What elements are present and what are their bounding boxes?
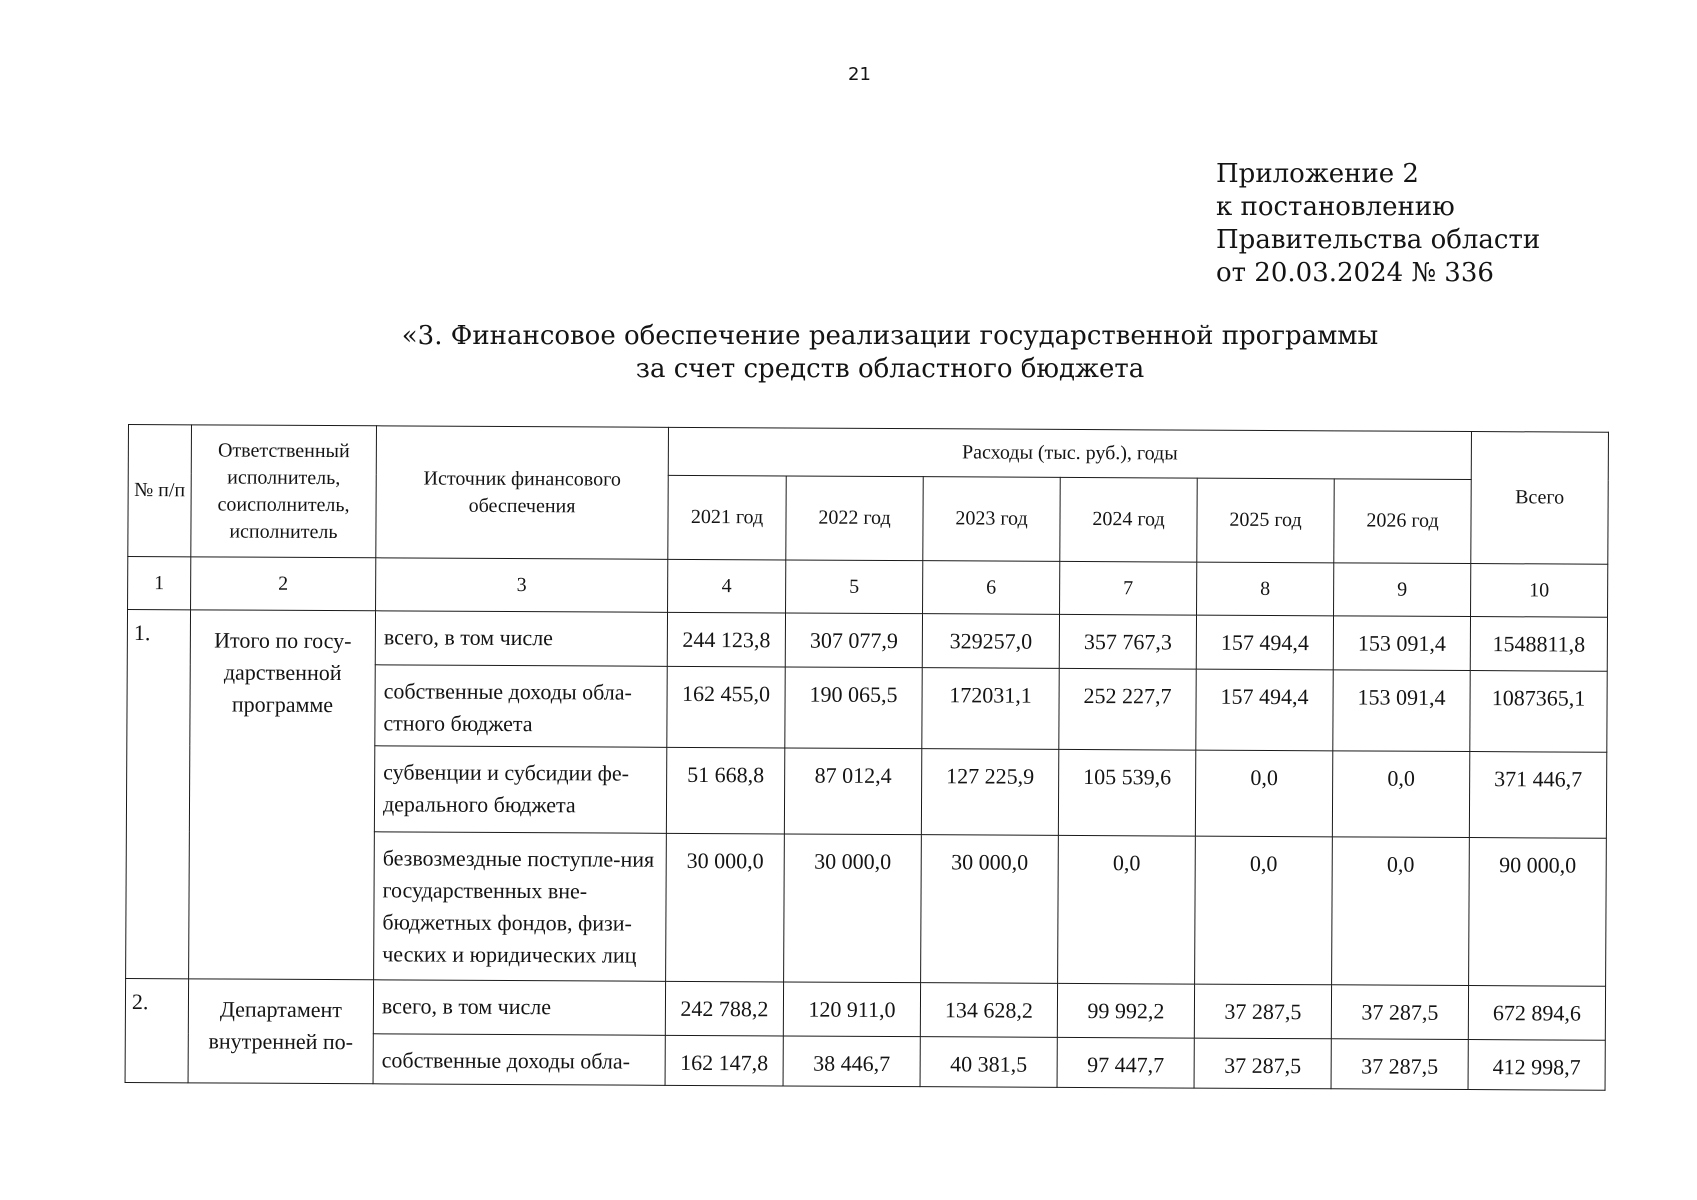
column-number: 10 — [1471, 564, 1608, 618]
header-source: Источник финансового обеспечения — [376, 426, 669, 560]
value-cell: 252 227,7 — [1059, 668, 1196, 750]
header-total: Всего — [1471, 432, 1609, 565]
column-number: 8 — [1197, 562, 1334, 616]
value-cell: 30 000,0 — [921, 835, 1059, 984]
column-number: 2 — [191, 557, 376, 611]
value-cell: 0,0 — [1332, 837, 1470, 986]
value-cell: 162 455,0 — [667, 666, 785, 748]
section-heading — [380, 320, 1400, 386]
column-number: 9 — [1334, 563, 1471, 617]
source-cell: собственные доходы обла-стного бюджета — [375, 665, 667, 748]
appendix-line: Приложение 2 — [1216, 159, 1419, 189]
executor-cell: Итого по госу-дарственной программе — [189, 610, 376, 980]
value-cell: 0,0 — [1332, 751, 1469, 838]
source-cell: всего, в том числе — [375, 611, 667, 667]
appendix-line: Правительства области — [1216, 225, 1541, 255]
value-cell: 307 077,9 — [785, 613, 922, 668]
header-executor: Ответственный исполнитель, соисполнитель, исполнитель — [191, 425, 377, 558]
value-cell: 30 000,0 — [666, 833, 785, 982]
appendix-block — [1216, 158, 1540, 290]
value-cell: 0,0 — [1058, 835, 1196, 984]
value-cell: 51 668,8 — [666, 747, 784, 834]
value-cell: 153 091,4 — [1333, 670, 1470, 752]
header-year: 2021 год — [668, 475, 786, 560]
appendix-line: от 20.03.2024 № 336 — [1216, 258, 1494, 288]
value-cell: 190 065,5 — [785, 667, 922, 749]
value-cell: 157 494,4 — [1196, 615, 1333, 670]
value-cell: 172031,1 — [922, 668, 1059, 750]
row-index: 2. — [125, 978, 189, 1082]
value-cell: 38 446,7 — [783, 1036, 920, 1087]
heading-line: «3. Финансовое обеспечение реализации государственной программы — [401, 321, 1379, 351]
column-number: 5 — [786, 560, 923, 614]
value-cell: 127 225,9 — [921, 749, 1058, 836]
value-cell: 99 992,2 — [1057, 983, 1194, 1038]
value-cell: 357 767,3 — [1059, 614, 1196, 669]
appendix-line: к постановлению — [1216, 192, 1455, 222]
value-cell: 244 123,8 — [667, 612, 785, 667]
total-cell: 1087365,1 — [1470, 671, 1607, 753]
value-cell: 134 628,2 — [920, 983, 1057, 1038]
value-cell: 153 091,4 — [1333, 616, 1470, 671]
value-cell: 105 539,6 — [1058, 749, 1195, 836]
value-cell: 157 494,4 — [1196, 669, 1333, 751]
value-cell: 37 287,5 — [1331, 985, 1468, 1040]
value-cell: 120 911,0 — [783, 982, 920, 1037]
source-cell: субвенции и субсидии фе-дерального бюджета — [374, 746, 666, 834]
column-number: 1 — [128, 557, 191, 610]
total-cell: 672 894,6 — [1468, 986, 1605, 1041]
total-cell: 90 000,0 — [1469, 838, 1607, 987]
source-cell: собственные доходы обла- — [373, 1034, 665, 1086]
header-num: № п/п — [128, 425, 192, 557]
column-number: 7 — [1060, 561, 1197, 615]
header-year: 2025 год — [1197, 478, 1334, 563]
value-cell: 0,0 — [1195, 750, 1332, 837]
table-row — [125, 978, 1605, 1040]
header-year: 2023 год — [923, 477, 1060, 562]
header-expenses: Расходы (тыс. руб.), годы — [668, 427, 1471, 479]
value-cell: 162 147,8 — [665, 1035, 783, 1086]
value-cell: 97 447,7 — [1057, 1037, 1194, 1088]
value-cell: 37 287,5 — [1194, 984, 1331, 1039]
header-year: 2024 год — [1060, 477, 1197, 562]
value-cell: 87 012,4 — [784, 748, 921, 835]
value-cell: 329257,0 — [922, 614, 1059, 669]
value-cell: 0,0 — [1195, 836, 1333, 985]
value-cell: 37 287,5 — [1194, 1038, 1331, 1089]
header-year: 2026 год — [1334, 479, 1471, 564]
heading-line: за счет средств областного бюджета — [635, 354, 1145, 384]
header-year: 2022 год — [786, 476, 923, 561]
row-index: 1. — [126, 610, 191, 979]
column-number: 6 — [923, 561, 1060, 615]
financing-table — [125, 424, 1609, 1091]
source-cell: безвозмездные поступле-ния государственных вне-бюджетных фондов, физи-ческих и юридических лиц — [374, 832, 667, 982]
column-number: 4 — [668, 559, 786, 613]
page-number: 21 — [848, 64, 871, 85]
source-cell: всего, в том числе — [373, 980, 665, 1036]
executor-cell: Департамент внутренней по- — [188, 979, 374, 1084]
value-cell: 30 000,0 — [784, 834, 922, 983]
table-row — [127, 610, 1607, 672]
value-cell: 37 287,5 — [1331, 1039, 1468, 1090]
total-cell: 371 446,7 — [1469, 752, 1606, 839]
value-cell: 40 381,5 — [920, 1037, 1057, 1088]
value-cell: 242 788,2 — [665, 981, 783, 1036]
total-cell: 1548811,8 — [1470, 617, 1607, 672]
total-cell: 412 998,7 — [1468, 1040, 1605, 1091]
column-number: 3 — [376, 558, 668, 613]
